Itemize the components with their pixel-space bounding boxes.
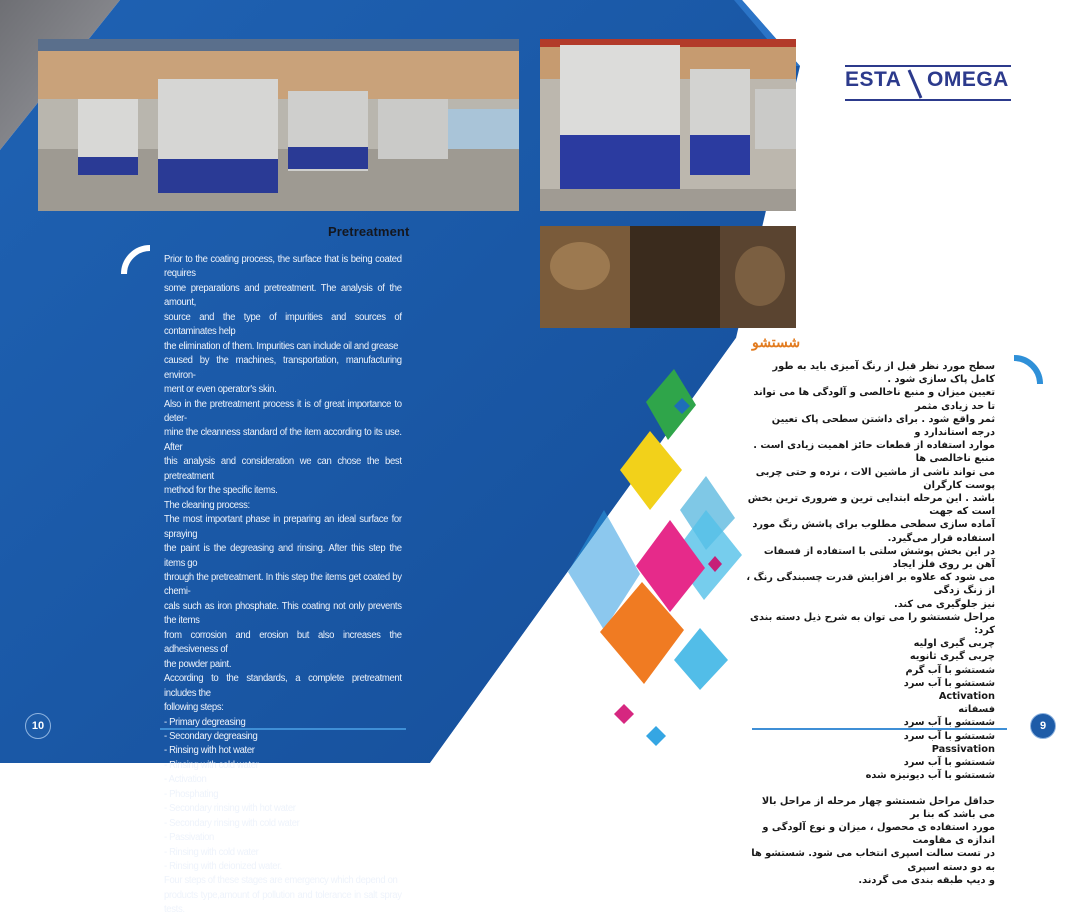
- steps-list: - Primary degreasing - Secondary degreasing - Rinsing with hot water - Rinsing with cold water - Activation - Phosphating - Secondary rinsing with hot water - Secondary rinsing with cold water - Passivation - Rinsing with cold water - Rinsing with deionized water.: [164, 716, 300, 873]
- esta-omega-logo: [845, 64, 1011, 102]
- divider-line: [752, 728, 1007, 730]
- rinsing-body: [745, 360, 995, 887]
- paragraph: The most important phase in preparing an ideal surface for spraying the paint is the degreasing and rinsing. After this step the items go through the pretreatment. In this step the items get coated by chemi- cals such as iron phosphate. This coating not only prevents the items from corrosion and erosion but also increases the adhesiveness of the powder paint.: [164, 514, 402, 670]
- divider-line: [160, 728, 406, 730]
- page-number-right: 9: [1030, 713, 1056, 739]
- paragraph: مراحل شستشو را می توان به شرح ذیل دسته بندی کرد:: [749, 611, 995, 637]
- pretreatment-body: [164, 253, 402, 918]
- steps-list: چربی گیری اولیه چربی گیری ثانویه شستشو با آب گرم شستشو با آب سرد Activation فسفاته شستشو با آب سرد شستشو با آب سرد Passivation شستشو با آب سرد شستشو با آب دیونیزه شده: [865, 638, 995, 782]
- page-number-left: 10: [25, 713, 51, 739]
- pretreatment-heading: Pretreatment: [328, 224, 410, 239]
- factory-paint-booths-photo: [38, 39, 519, 211]
- rinsing-heading: شستشو: [752, 334, 801, 350]
- paragraph: Prior to the coating process, the surface that is being coated requires some preparations and pretreatment. The analysis of the amount, source and the type of impurities and sources of contaminates help the elimination of them. Impurities can include oil and grease caused by the machines, transportation, manufacturing environ- ment or even operator's skin.: [164, 254, 402, 396]
- paragraph: Four steps of these stages are emergency which depend on products type,amount of pollution and tolerance in salt spray tests.: [164, 875, 402, 916]
- spray-rinse-photo: [540, 226, 796, 328]
- paragraph: Also in the pretreatment process it is of great importance to deter- mine the cleanness standard of the item according to its use. After this analysis and consideration we can chose the best pretreatment method for the specific items.: [164, 398, 402, 497]
- logo-text-omega: OMEGA: [927, 68, 1009, 91]
- paint-booth-line-photo: [540, 39, 796, 211]
- paragraph: The cleaning process:: [164, 499, 250, 511]
- paragraph: According to the standards, a complete pretreatment includes the following steps:: [164, 673, 402, 714]
- logo-text-esta: ESTA: [845, 68, 902, 91]
- paragraph: حداقل مراحل شستشو چهار مرحله از مراحل بالا می باشد که بنا بر مورد استفاده ی محصول ، میزان و نوع آلودگی و اندازه ی مقاومت در تست سالت اسپری انتخاب می شود. شستشو ها به دو دسته اسپری و دیپ طبقه بندی می گردند.: [751, 795, 995, 886]
- paragraph: سطح مورد نظر قبل از رنگ آمیزی باید به طور کامل پاک سازی شود . تعیین میزان و منبع ناخالصی و آلودگی ها می تواند تا حد زیادی مثمر ثمر واقع شود . برای داشتن سطحی پاک تعیین درجه استاندارد و موارد استفاده از قطعات حائز اهمیت زیادی است . منبع ناخالصی ها می تواند ناشی از ماشین الات ، نرده و حتی چربی پوست کارگران باشد . این مرحله ابتدایی ترین و ضروری ترین بخش است که جهت آماده سازی سطحی مطلوب برای پاشش رنگ مورد استفاده قرار می‌گیرد. در این بخش پوشش سلتی با استفاده از فسفات آهن بر روی فلز ایجاد می شود که علاوه بر افزایش قدرت چسبندگی رنگ ، از زنگ زدگی نیز جلوگیری می کند.: [746, 361, 995, 610]
